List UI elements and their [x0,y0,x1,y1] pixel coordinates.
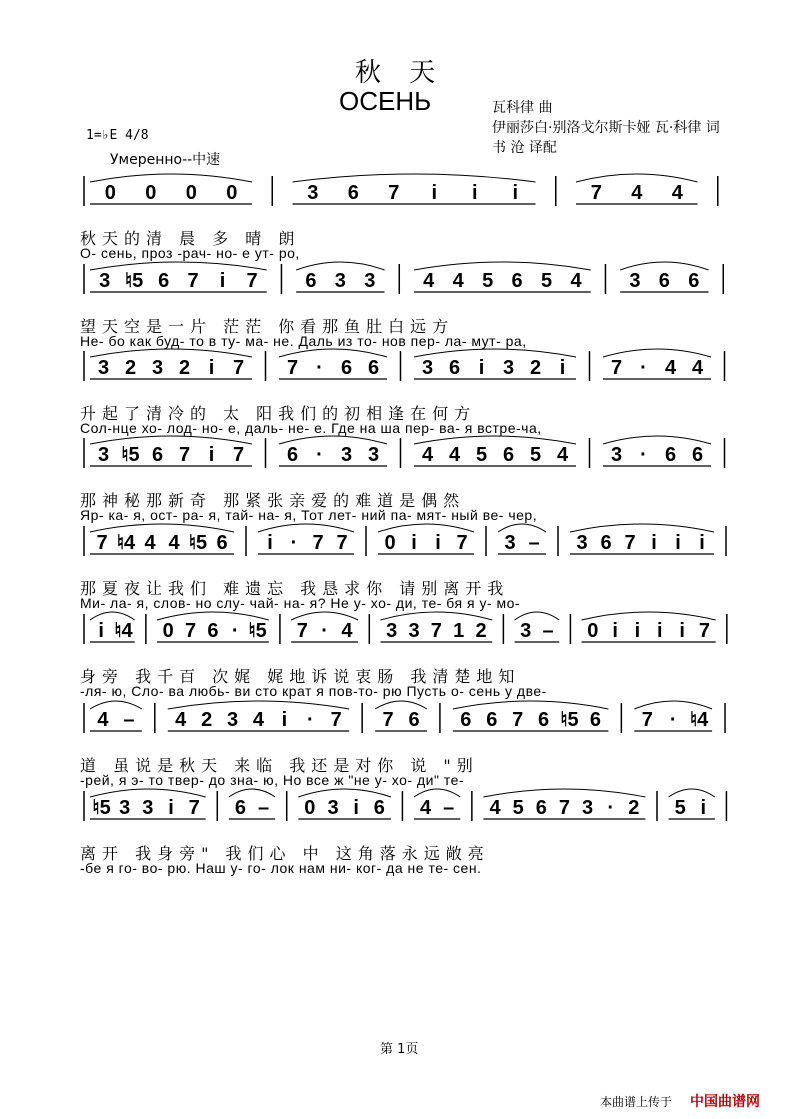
note: 6 [234,797,246,819]
note: 3 [99,270,111,292]
note: i [411,532,417,554]
note: 4 [341,620,353,642]
slur-arc [229,789,275,797]
note: ♮5 [248,620,267,642]
lyrics-russian: Сол-нце хо- лод- но- е, даль- не- е. Где на ша пер- ва- я встре-ча, [80,420,542,436]
note: i [612,620,618,642]
note: i [700,797,707,819]
score-row [0,432,790,523]
score-row-notation [0,258,790,314]
slur-arc [515,612,560,620]
note: 7 [178,444,191,466]
slur-arc [576,174,698,182]
note: 6 [408,709,420,731]
slur-arc [414,349,576,357]
slur-arc [620,262,708,270]
lyrics-russian: О- сень, проз -рач- но- е ут- ро, [80,245,300,261]
note: 4 [556,444,569,466]
slur-arc [603,436,711,444]
lyrics-chinese: 那神秘那新奇 那紧张亲爱的难道是偶然 [80,491,466,510]
slur-arc [414,436,576,444]
slur-arc [603,349,711,357]
score-row-notation [0,520,790,576]
note: 3 [367,444,380,466]
note: ♮5 [121,444,140,466]
slur-arc [378,524,474,532]
note: 6 [373,797,385,819]
note: 3 [629,270,641,292]
note: i [657,620,663,642]
slur-arc [498,524,546,532]
note: 7 [188,797,200,819]
note: 0 [162,620,174,642]
lyrics-chinese: 升起了清冷的 太 阳我们的初相逢在何方 [80,404,477,423]
lyrics-russian: -рей, я э- то твер- до зна- ю, Но все ж "не у- хо- ди" те- [80,772,465,788]
note: 6 [448,357,461,379]
score-row [0,520,790,611]
lyrics-russian: -ля- ю, Сло- ва любь- ви сто крат я пов-то- рю Пусть о- сень у две- [80,683,547,699]
note: 0 [587,620,599,642]
lyrics-chinese: 秋天的清 晨 多 晴 朗 [80,229,301,248]
note: 3 [142,797,154,819]
note: 6 [589,709,602,731]
note: 4 [452,270,464,292]
note: 3 [151,357,164,379]
slur-arc [90,349,252,357]
note: 4 [420,797,432,819]
note: 7 [382,709,394,731]
note: ♮4 [689,709,709,731]
slur-arc [90,789,206,797]
note: 7 [246,270,258,292]
note: · [290,532,298,554]
lyrics-chinese: 身旁 我千百 次娓 娓地诉说衷肠 我清楚地知 [80,667,521,686]
note: 4 [691,357,704,379]
note: 6 [486,709,498,731]
note: 7 [96,532,108,554]
note: 5 [529,444,542,466]
slur-arc [90,436,252,444]
lyrics-russian: Яр- ка- я, ост- ра- я, тай- на- я, Тот лет- ний па- мят- ный ве- чер, [80,507,538,523]
upload-text: 本曲谱上传于 [600,1095,673,1109]
site-logo: 中国曲谱网 [690,1094,760,1110]
note: 6 [207,620,219,642]
note: · [607,797,615,819]
note: 7 [330,709,342,731]
note: 0 [185,182,197,204]
note: i [634,620,641,642]
note: 3 [334,270,346,292]
score-row-notation [0,345,790,401]
note: 6 [347,182,359,204]
note: 6 [305,270,317,292]
note: i [267,532,273,554]
note: i [471,182,478,204]
note: 4 [448,444,461,466]
note: 6 [688,270,700,292]
note: 6 [600,532,612,554]
slur-arc [414,262,591,270]
tempo-marking: Умеренно--中速 [110,152,221,168]
note: 7 [232,357,245,379]
note: 7 [388,182,400,204]
lyrics-chinese: 道 虽说是秋天 来临 我还是对你 说 "别 [80,756,479,775]
slur-arc [375,701,427,709]
note: 0 [145,182,157,204]
note: 2 [178,357,191,379]
note: 7 [286,357,299,379]
slur-arc [291,612,358,620]
note: 7 [187,270,199,292]
note: – [542,620,554,642]
note: – [443,797,455,819]
note: i [208,444,215,466]
slur-arc [157,612,269,620]
note: 0 [226,182,238,204]
note: 0 [104,182,116,204]
slur-arc [293,174,536,182]
note: 7 [558,797,570,819]
note: 6 [460,709,472,731]
lyrics-chinese: 离开 我身旁" 我们心 中 这角落永远敞亮 [80,844,490,863]
note: i [651,532,657,554]
note: · [316,357,323,379]
slur-arc [258,524,354,532]
page-number: 第 1页 [380,1042,419,1057]
note: i [281,709,288,731]
note: 7 [698,620,711,642]
note: 7 [610,357,623,379]
slur-arc [296,262,384,270]
note: 7 [641,709,653,731]
note: · [669,709,677,731]
note: 3 [97,444,110,466]
note: 2 [529,357,542,379]
score-row [0,170,790,261]
note: 4 [144,532,156,554]
slur-arc [380,612,492,620]
slur-arc [483,789,645,797]
note: · [640,444,647,466]
note: – [528,532,540,554]
note: 7 [184,620,197,642]
note: · [321,620,328,642]
note: 1 [453,620,465,642]
note: 4 [570,270,582,292]
note: i [98,620,104,642]
note: 7 [232,444,245,466]
note: 6 [158,270,170,292]
slur-arc [669,789,715,797]
note: 3 [386,620,398,642]
note: – [258,797,270,819]
note: 4 [489,797,501,819]
score-row-notation [0,785,790,841]
note: 7 [590,182,602,204]
slur-arc [453,701,609,709]
note: 4 [664,357,677,379]
note: 3 [97,357,110,379]
note: 3 [327,797,339,819]
note: 7 [456,532,468,554]
note: 3 [520,620,532,642]
note: 3 [421,357,434,379]
note: 6 [658,270,670,292]
note: 6 [535,797,547,819]
note: 3 [408,620,420,642]
note: 6 [691,444,704,466]
note: 3 [226,709,239,731]
note: 4 [421,444,434,466]
note: 4 [175,709,187,731]
note: 7 [430,620,442,642]
note: 6 [151,444,164,466]
note: 3 [576,532,588,554]
note: i [208,357,215,379]
note: · [640,357,647,379]
note: 5 [482,270,494,292]
note: 2 [475,620,487,642]
note: 0 [304,797,316,819]
note: i [512,182,519,204]
score-row [0,345,790,436]
score-row-notation [0,170,790,226]
slur-arc [279,349,387,357]
note: ♮4 [114,620,133,642]
note: 7 [312,532,324,554]
note: · [306,709,314,731]
score-row-notation [0,432,790,488]
note: ♮5 [188,532,208,554]
note: 3 [340,444,353,466]
note: i [699,532,705,554]
lyrics-chinese: 那夏夜让我们 难遗忘 我恳求你 请别离开我 [80,579,510,598]
slur-arc [90,612,135,620]
score-row-notation [0,608,790,664]
score-row [0,608,790,699]
score-row-notation [0,697,790,753]
note: 6 [538,709,550,731]
slur-arc [298,789,391,797]
note: 6 [216,532,228,554]
note: 4 [252,709,265,731]
score-row [0,258,790,349]
lyrics-russian: Не- бо как буд- то в ту- ма- не. Даль из то- нов пер- ла- мут- ра, [80,333,527,349]
slur-arc [570,524,714,532]
lyricist-credit: 伊丽莎白·别洛戈尔斯卡娅 瓦·科律 词 [492,120,720,136]
note: 4 [631,182,643,204]
key-signature: 1=♭E 4/8 [86,128,149,143]
score-row [0,697,790,788]
note: 6 [511,270,523,292]
note: i [435,532,441,554]
note: 6 [664,444,677,466]
note: 3 [610,444,623,466]
note: · [231,620,239,642]
slur-arc [168,701,349,709]
composer-credit: 瓦科律 曲 [492,100,553,116]
note: 4 [671,182,683,204]
note: i [675,532,681,554]
note: 5 [674,797,686,819]
slur-arc [279,436,387,444]
slur-arc [90,174,252,182]
note: i [431,182,438,204]
note: 5 [475,444,488,466]
slur-arc [634,701,712,709]
note: ♮4 [116,532,136,554]
note: 3 [582,797,594,819]
lyrics-chinese: 望天空是一片 茫茫 你看那鱼肚白远方 [80,317,455,336]
note: i [478,357,485,379]
slur-arc [90,262,267,270]
note: ♮5 [125,270,144,292]
song-title-russian: ОСЕНЬ [339,86,432,116]
lyrics-russian: -бе я го- во- рю. Наш у- го- лок нам ни- ког- да не те- сен. [80,860,482,876]
note: 4 [97,709,109,731]
note: 7 [296,620,308,642]
note: 6 [340,357,353,379]
note: – [123,709,135,731]
note: 7 [336,532,348,554]
note: 4 [423,270,435,292]
note: 7 [624,532,636,554]
note: i [679,620,685,642]
note: 6 [367,357,380,379]
slur-arc [90,524,234,532]
note: 6 [502,444,515,466]
note: i [219,270,226,292]
note: 7 [512,709,524,731]
note: 2 [201,709,213,731]
note: 6 [286,444,299,466]
lyrics-russian: Ми- ла- я, слов- но слу- чай- на- я? Не у- хо- ди, те- бя я у- мо- [80,595,521,611]
slur-arc [414,789,460,797]
note: 5 [540,270,553,292]
note: ♮5 [560,709,579,731]
note: 3 [504,532,516,554]
note: 5 [512,797,524,819]
note: 3 [364,270,376,292]
note: 2 [124,357,137,379]
note: i [168,797,174,819]
note: · [316,444,323,466]
note: 0 [384,532,396,554]
song-title-chinese: 秋 天 [355,58,446,88]
note: i [559,357,566,379]
slur-arc [90,701,142,709]
slur-arc [582,612,716,620]
note: i [353,797,359,819]
note: 3 [119,797,131,819]
note: 2 [628,797,640,819]
note: 4 [168,532,180,554]
note: ♮5 [92,797,111,819]
note: 3 [307,182,319,204]
note: 3 [502,357,515,379]
translator-credit: 书 沧 译配 [492,140,557,156]
score-row [0,785,790,876]
